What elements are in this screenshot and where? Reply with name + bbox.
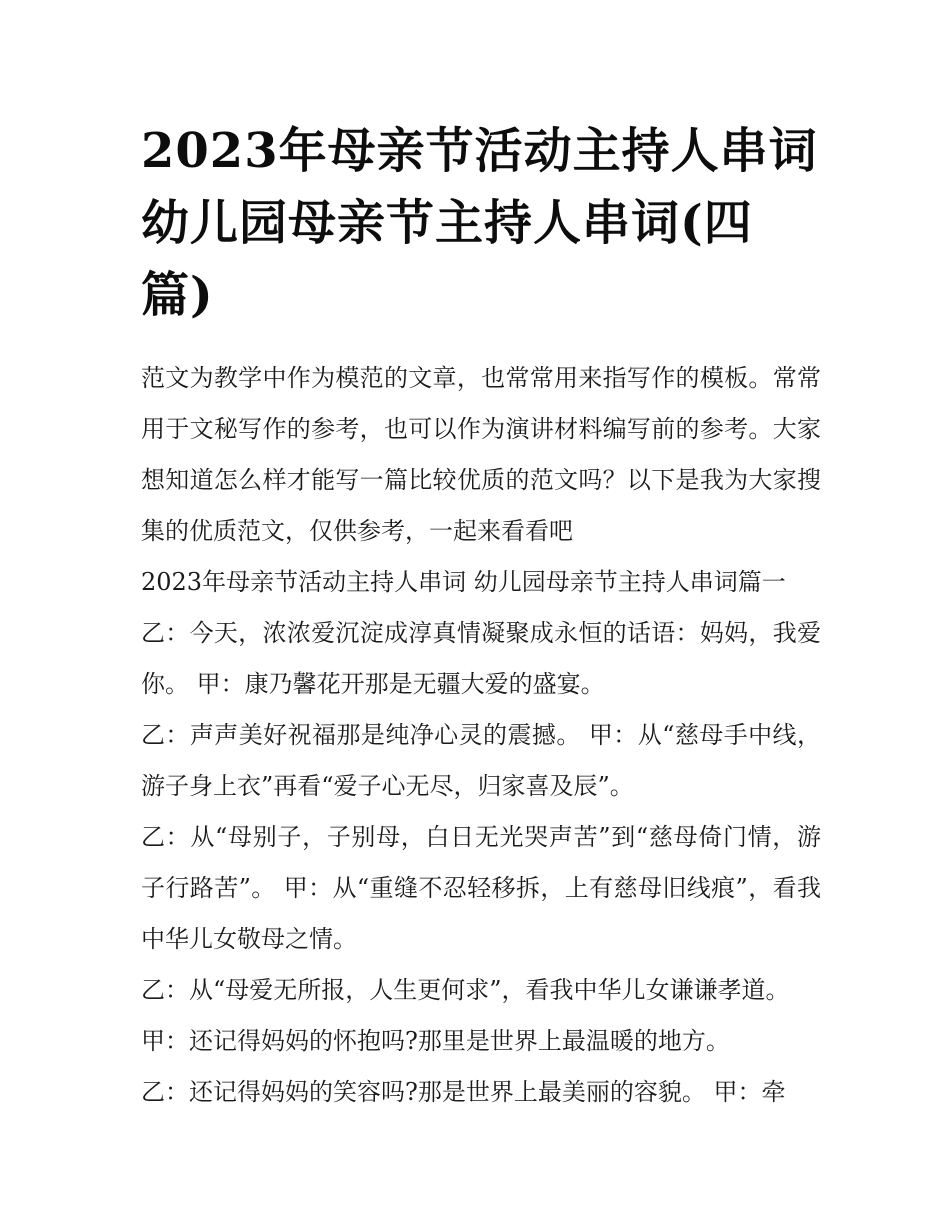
- dialogue-paragraph: 乙：从“母别子，子别母，白日无光哭声苦”到“慈母倚门情，游子行路苦”。 甲：从“重缝不忍轻移拆，上有慈母旧线痕”，看我中华儿女敬母之情。: [141, 823, 821, 953]
- document-page: [141, 115, 821, 1118]
- dialogue-paragraph: 乙：还记得妈妈的笑容吗?那是世界上最美丽的容貌。 甲：牵: [141, 1078, 786, 1106]
- document-title: 2023年母亲节活动主持人串词 幼儿园母亲节主持人串词(四篇): [141, 123, 818, 323]
- section-heading: 2023年母亲节活动主持人串词 幼儿园母亲节主持人串词篇一: [141, 568, 786, 596]
- intro-paragraph: 范文为教学中作为模范的文章，也常常用来指写作的模板。常常用于文秘写作的参考，也可以作为演讲材料编写前的参考。大家想知道怎么样才能写一篇比较优质的范文吗？以下是我为大家搜集的优质范文，仅供参考，一起来看看吧: [141, 364, 821, 545]
- dialogue-paragraph: 甲：还记得妈妈的怀抱吗?那里是世界上最温暖的地方。: [141, 1027, 730, 1055]
- dialogue-paragraph: 乙：今天，浓浓爱沉淀成淳真情凝聚成永恒的话语：妈妈，我爱你。 甲：康乃馨花开那是无疆大爱的盛宴。: [141, 619, 821, 698]
- dialogue-paragraph: 乙：声声美好祝福那是纯净心灵的震撼。 甲：从“慈母手中线，游子身上衣”再看“爱子心无尽，归家喜及辰”。: [141, 721, 821, 800]
- document-body: [141, 353, 821, 1118]
- dialogue-paragraph: 乙：从“母爱无所报，人生更何求”，看我中华儿女谦谦孝道。: [141, 976, 790, 1004]
